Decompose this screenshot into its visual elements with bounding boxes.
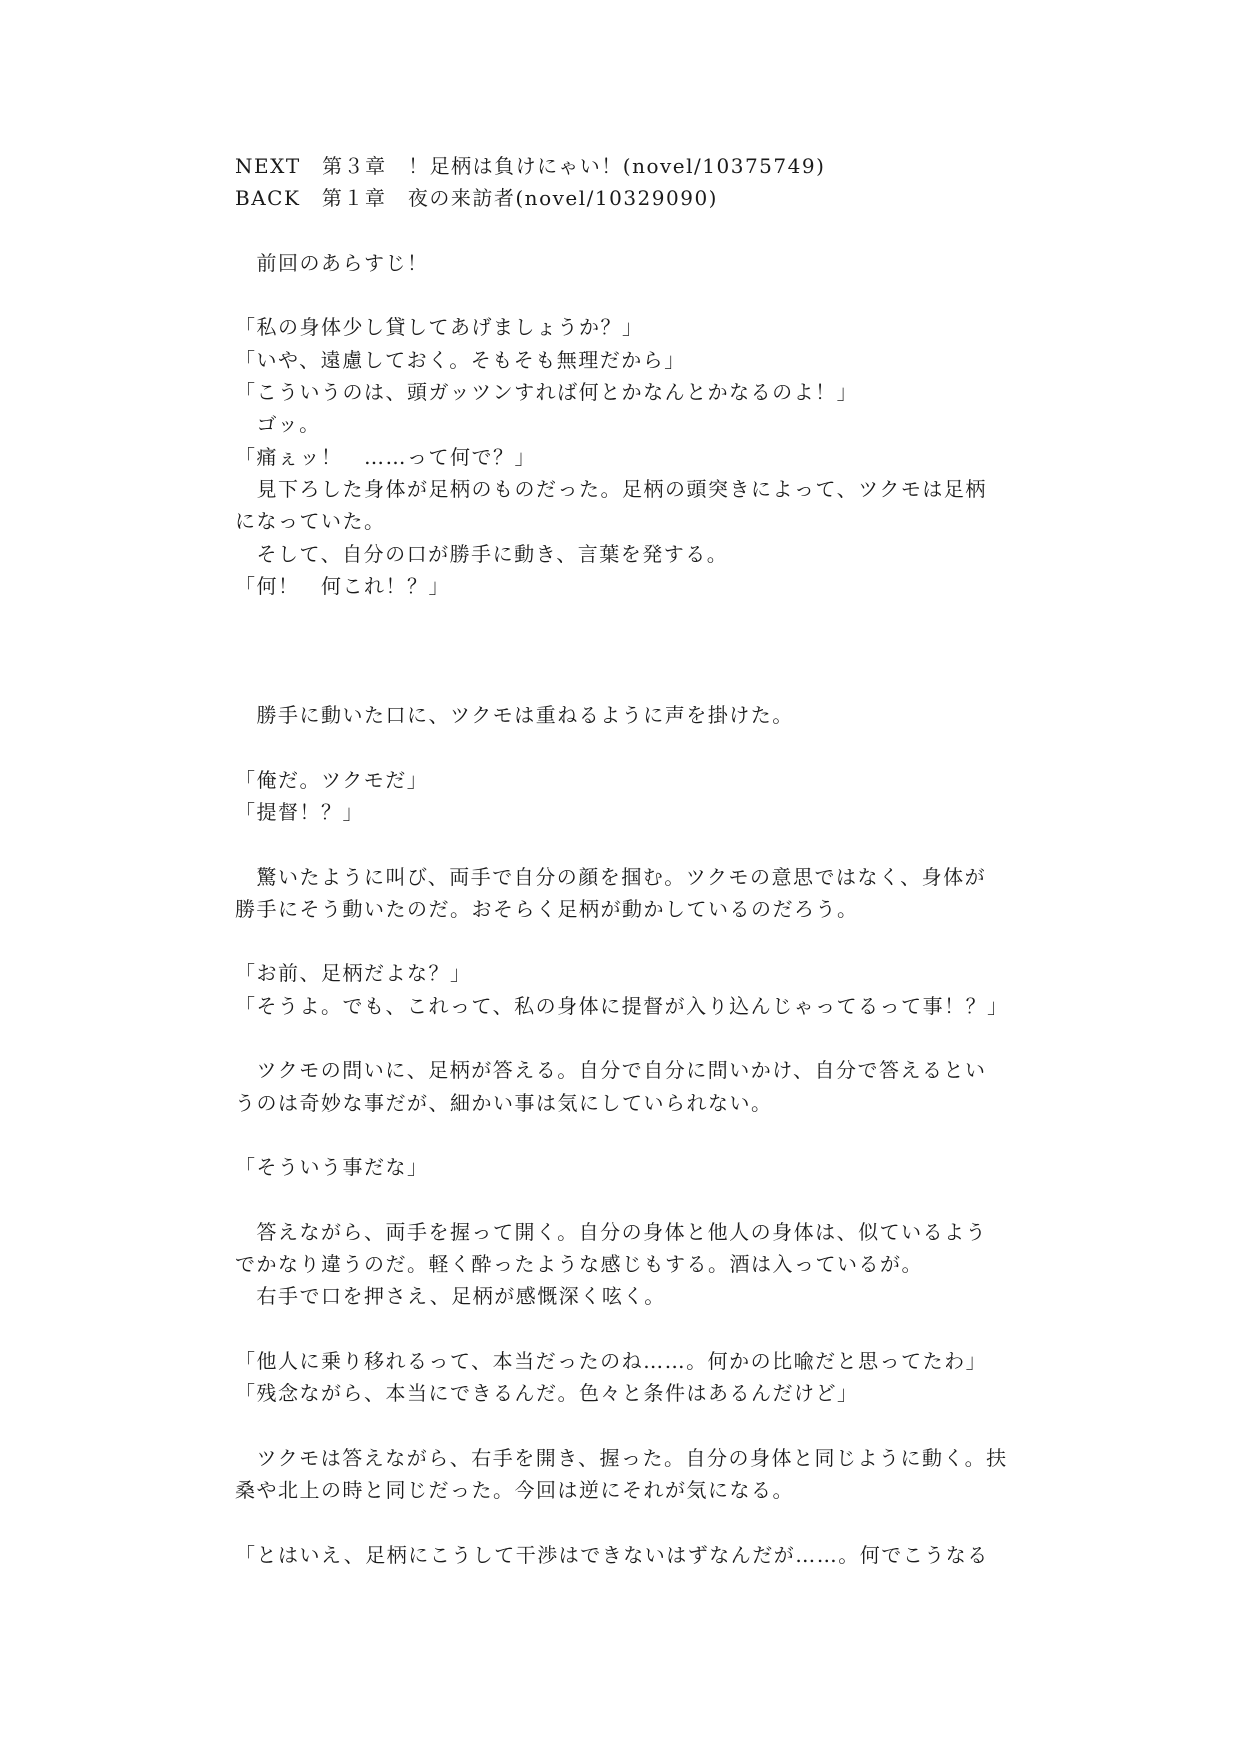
story-paragraph: 桑や北上の時と同じだった。今回は逆にそれが気になる。 bbox=[235, 1478, 794, 1503]
story-paragraph: でかなり違うのだ。軽く酔ったような感じもする。酒は入っているが。 bbox=[235, 1252, 923, 1277]
spacer bbox=[235, 828, 1015, 860]
dialogue-line: 「残念ながら、本当にできるんだ。色々と条件はあるんだけど」 bbox=[235, 1381, 859, 1406]
dialogue-line: 「他人に乗り移れるって、本当だったのね……。何かの比喩だと思ってたわ」 bbox=[235, 1348, 988, 1373]
story-paragraph: 驚いたように叫び、両手で自分の顔を掴む。ツクモの意思ではなく、身体が bbox=[235, 864, 987, 889]
recap-line: そして、自分の口が勝手に動き、言葉を発する。 bbox=[235, 541, 729, 566]
recap-heading: 前回のあらすじ！ bbox=[235, 250, 429, 275]
recap-line: 「こういうのは、頭ガッツンすれば何とかなんとかなるのよ！」 bbox=[235, 380, 859, 405]
spacer bbox=[235, 1410, 1015, 1442]
spacer bbox=[235, 925, 1015, 957]
story-paragraph: ツクモの問いに、足柄が答える。自分で自分に問いかけ、自分で答えるとい bbox=[235, 1058, 987, 1083]
story-paragraph: ツクモは答えながら、右手を開き、握った。自分の身体と同じように動く。扶 bbox=[235, 1445, 1008, 1470]
spacer bbox=[235, 1022, 1015, 1054]
recap-line: 「私の身体少し貸してあげましょうか？」 bbox=[235, 315, 644, 340]
spacer bbox=[235, 731, 1015, 763]
recap-line: 「痛ぇッ！ ……って何で？」 bbox=[235, 444, 536, 469]
back-chapter-link[interactable]: BACK 第１章 夜の来訪者(novel/10329090) bbox=[235, 186, 718, 211]
recap-line: 見下ろした身体が足柄のものだった。足柄の頭突きによって、ツクモは足柄 bbox=[235, 476, 987, 501]
spacer bbox=[235, 1119, 1015, 1151]
recap-line: 「何！ 何これ！？」 bbox=[235, 573, 450, 598]
story-paragraph: 答えながら、両手を握って開く。自分の身体と他人の身体は、似ているよう bbox=[235, 1219, 988, 1244]
spacer bbox=[235, 1184, 1015, 1216]
story-paragraph: 右手で口を押さえ、足柄が感慨深く呟く。 bbox=[235, 1284, 666, 1309]
spacer bbox=[235, 1506, 1015, 1538]
dialogue-line: 「俺だ。ツクモだ」 bbox=[235, 767, 429, 792]
story-paragraph: 勝手に動いた口に、ツクモは重ねるように声を掛けた。 bbox=[235, 703, 794, 728]
dialogue-line: 「そういう事だな」 bbox=[235, 1155, 429, 1180]
dialogue-line: 「そうよ。でも、これって、私の身体に提督が入り込んじゃってるって事！？」 bbox=[235, 993, 1009, 1018]
spacer bbox=[235, 1313, 1015, 1345]
spacer bbox=[235, 279, 1015, 311]
story-paragraph: 勝手にそう動いたのだ。おそらく足柄が動かしているのだろう。 bbox=[235, 896, 859, 921]
recap-line: 「いや、遠慮しておく。そもそも無理だから」 bbox=[235, 347, 686, 372]
recap-line: ゴッ。 bbox=[235, 412, 321, 437]
dialogue-line: 「お前、足柄だよな？」 bbox=[235, 961, 472, 986]
story-paragraph: うのは奇妙な事だが、細かい事は気にしていられない。 bbox=[235, 1090, 773, 1115]
recap-line: になっていた。 bbox=[235, 509, 386, 534]
dialogue-line: 「提督！？」 bbox=[235, 799, 364, 824]
next-chapter-link[interactable]: NEXT 第３章 ！足柄は負けにゃい！(novel/10375749) bbox=[235, 154, 826, 178]
dialogue-line: 「とはいえ、足柄にこうして干渉はできないはずなんだが……。何でこうなる bbox=[235, 1542, 989, 1567]
spacer bbox=[235, 215, 1015, 247]
document-body bbox=[235, 150, 1015, 1571]
spacer bbox=[235, 602, 1015, 699]
